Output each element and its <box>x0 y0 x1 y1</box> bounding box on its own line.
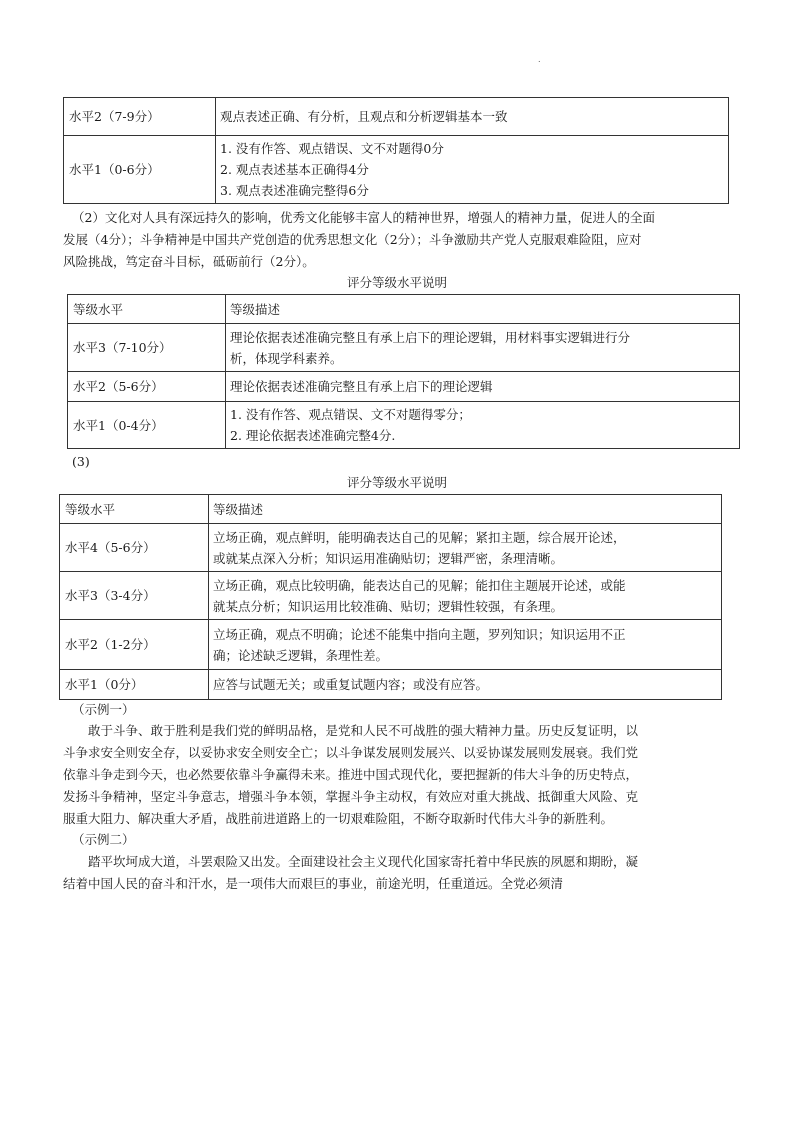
level-cell: 水平3（7-10分） <box>68 324 226 372</box>
scoring-table-2 <box>67 294 740 449</box>
description-cell: 立场正确，观点比较明确，能表达自己的见解；能扣住主题展开论述，或能 就某点分析；知识运用比较准确、贴切；逻辑性较强，有条理。 <box>209 572 722 620</box>
table-row <box>68 324 740 372</box>
part2-line: （2）文化对人具有深远持久的影响，优秀文化能够丰富人的精神世界，增强人的精神力量，促进人的全面 <box>72 210 655 225</box>
level-cell: 水平1（0分） <box>60 670 209 700</box>
table-caption: 评分等级水平说明 <box>346 275 447 290</box>
page-mark: . <box>538 55 541 64</box>
table-row <box>68 402 740 449</box>
description-cell: 1. 没有作答、观点错误、文不对题得0分 2. 观点表述基本正确得4分 3. 观点表述准确完整得6分 <box>216 136 729 204</box>
part2-line: 发展（4分）；斗争精神是中国共产党创造的优秀思想文化（2分）；斗争激励共产党人克服艰难险阻，应对 <box>63 232 642 247</box>
example1-line: 依靠斗争走到今天，也必然要依靠斗争赢得未来。推进中国式现代化，要把握新的伟大斗争的历史特点， <box>63 767 639 782</box>
table-row <box>60 670 722 700</box>
description-cell: 观点表述正确、有分析，且观点和分析逻辑基本一致 <box>216 98 729 136</box>
example2-line: 结着中国人民的奋斗和汗水，是一项伟大而艰巨的事业，前途光明，任重道远。全党必须清 <box>63 876 564 891</box>
table-row <box>68 372 740 402</box>
part2-line: 风险挑战，笃定奋斗目标，砥砺前行（2分）。 <box>63 254 315 269</box>
table-row <box>60 620 722 670</box>
table-row <box>60 524 722 572</box>
level-cell: 水平2（7-9分） <box>64 98 216 136</box>
example2-title: （示例二） <box>72 832 135 847</box>
example1-line: 服重大阻力、解决重大矛盾，战胜前进道路上的一切艰难险阻，不断夺取新时代伟大斗争的新胜利。 <box>63 811 614 826</box>
header-level: 等级水平 <box>60 495 209 524</box>
table-header-row <box>68 295 740 324</box>
example1-title: （示例一） <box>72 702 135 717</box>
table-caption: 评分等级水平说明 <box>346 475 447 490</box>
part3-label: (3) <box>72 454 90 469</box>
example1-line: 斗争求安全则安全存，以妥协求安全则安全亡；以斗争谋发展则发展兴、以妥协谋发展则发展衰。我们党 <box>63 745 639 760</box>
table-header-row <box>60 495 722 524</box>
table-row <box>60 572 722 620</box>
header-desc: 等级描述 <box>209 495 722 524</box>
header-desc: 等级描述 <box>226 295 740 324</box>
scoring-table-3 <box>59 494 722 700</box>
description-cell: 理论依据表述准确完整且有承上启下的理论逻辑，用材料事实逻辑进行分 析，体现学科素养。 <box>226 324 740 372</box>
table-row <box>64 136 729 204</box>
example2-line: 踏平坎坷成大道，斗罢艰险又出发。全面建设社会主义现代化国家寄托着中华民族的夙愿和期盼，凝 <box>88 854 639 869</box>
level-cell: 水平2（5-6分） <box>68 372 226 402</box>
level-cell: 水平1（0-6分） <box>64 136 216 204</box>
description-cell: 理论依据表述准确完整且有承上启下的理论逻辑 <box>226 372 740 402</box>
scoring-table-1 <box>63 97 729 204</box>
example1-line: 敢于斗争、敢于胜利是我们党的鲜明品格，是党和人民不可战胜的强大精神力量。历史反复证明，以 <box>88 723 639 738</box>
level-cell: 水平3（3-4分） <box>60 572 209 620</box>
header-level: 等级水平 <box>68 295 226 324</box>
level-cell: 水平2（1-2分） <box>60 620 209 670</box>
table-row <box>64 98 729 136</box>
level-cell: 水平4（5-6分） <box>60 524 209 572</box>
description-cell: 立场正确，观点鲜明，能明确表达自己的见解；紧扣主题，综合展开论述， 或就某点深入分析；知识运用准确贴切；逻辑严密，条理清晰。 <box>209 524 722 572</box>
description-cell: 应答与试题无关；或重复试题内容；或没有应答。 <box>209 670 722 700</box>
level-cell: 水平1（0-4分） <box>68 402 226 449</box>
description-cell: 立场正确，观点不明确；论述不能集中指向主题，罗列知识；知识运用不正 确；论述缺乏逻辑，条理性差。 <box>209 620 722 670</box>
description-cell: 1. 没有作答、观点错误、文不对题得零分； 2. 理论依据表述准确完整4分. <box>226 402 740 449</box>
example1-line: 发扬斗争精神，坚定斗争意志，增强斗争本领，掌握斗争主动权，有效应对重大挑战、抵御重大风险、克 <box>63 789 639 804</box>
